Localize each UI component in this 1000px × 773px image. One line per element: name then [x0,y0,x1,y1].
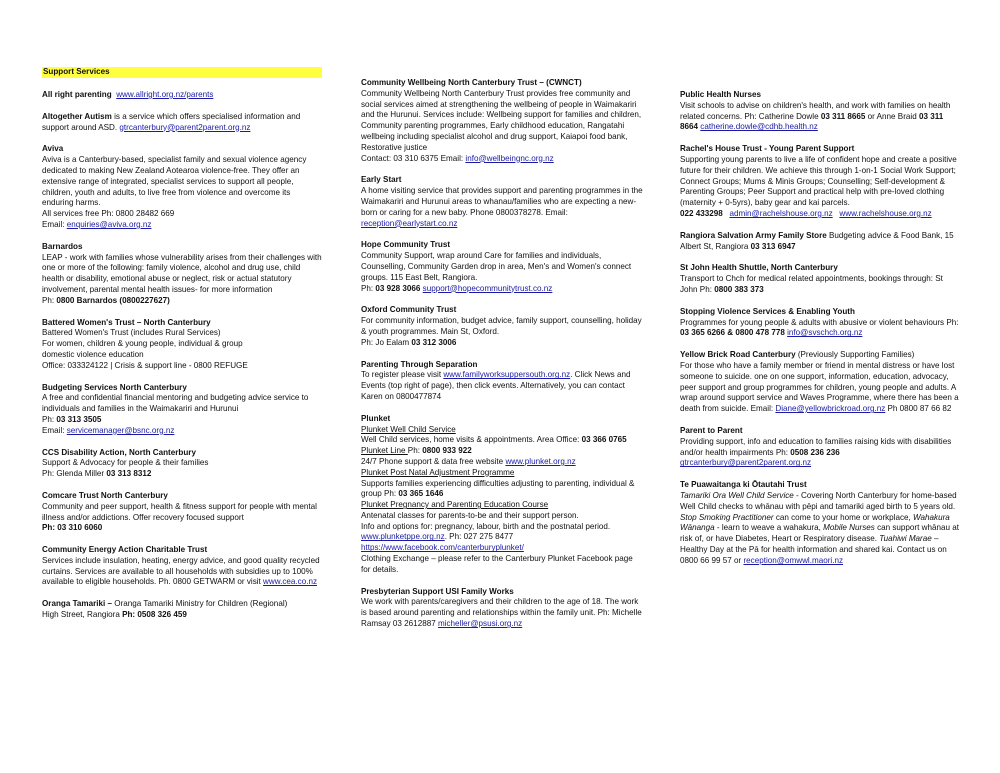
entry-phone: Ph 0800 87 66 82 [885,404,952,414]
phn-email-link[interactable]: catherine.dowle@cdhb.health.nz [700,122,818,132]
entry-title: Comcare Trust North Canterbury [42,490,168,500]
entry-text: Budgeting advice & Food Bank, 15 Albert St, Rangiora [680,230,954,251]
entry-title: Battered Women's Trust – North Canterbury [42,317,211,327]
entry-early-start [361,175,643,229]
entry-text: Oranga Tamariki Ministry for Children (Regional) [114,599,288,609]
service-name: Tuahiwi Marae [879,534,932,544]
entry-phone: 03 313 6947 [750,241,796,251]
entry-phone: 0800 383 373 [714,284,764,294]
phone-label: Ph: [42,295,57,305]
entry-title: Oxford Community Trust [361,305,457,315]
all-right-link[interactable]: www.allright.org.nz/parents [116,90,214,99]
email-label: Email: [42,425,67,435]
entry-phone: 0800 Barnardos (0800227627) [56,295,170,305]
entry-phone: All services free Ph: 0800 28482 669 [42,209,175,219]
entry-title: Te Puawaitanga ki Ōtautahi Trust [680,480,807,490]
entry-text: Supports families experiencing difficulties adjusting to parenting, individual & group Ph: [361,478,635,499]
entry-text: For women, children & young people, individual & group [42,339,243,349]
entry-phone: 03 311 8665 [820,111,866,121]
entry-phone: Ph: 03 310 6060 [42,523,103,533]
entry-phone: 0508 236 236 [790,447,840,457]
entry-phone: 03 365 6266 & 0800 478 778 [680,328,785,338]
entry-text: can support whānau at risk of, or have Diabetes, Heart or Respiratory disease. [680,523,959,544]
entry-oranga-tamariki [42,599,322,621]
service-name: Wahakura Wānanga [680,512,950,533]
entry-text: A home visiting service that provides support and parenting programmes in the Waimakariri and Hurunui areas to whanau/families who are expecting a new-born or caring for a new baby. Phone 0800378278. Email: [361,186,643,217]
subheading: Plunket Well Child Service [361,424,456,434]
entry-title: Stopping Violence Services & Enabling Youth [680,306,855,316]
entry-text: can come to your home or workplace, [773,512,914,522]
subheading: Plunket Pregnancy and Parenting Education Course [361,500,549,510]
entry-title: Community Wellbeing North Canterbury Trust – (CWNCT) [361,78,582,87]
service-name: Tamariki Ora Well Child Service [680,490,794,500]
entry-cwnct [361,78,643,164]
entry-text: For community information, budget advice, family support, counselling, holiday & youth programmes. Main St, Oxford. [361,316,642,336]
entry-title: Yellow Brick Road Canterbury [680,350,796,360]
entry-title: CCS Disability Action, North Canterbury [42,447,196,457]
entry-comcare [42,491,322,534]
entry-plunket [361,414,643,576]
entry-phone: Office: 033324122 | Crisis & support line - 0800 REFUGE [42,360,248,370]
entry-contact: Contact: 03 310 6375 Email: [361,153,466,163]
entry-title: Parent to Parent [680,425,743,435]
entry-phone: 03 313 3505 [56,414,102,424]
entry-phone: 022 433298 [680,208,723,218]
entry-all-right [42,90,322,101]
entry-text: Well Child services, home visits & appointments. Area Office: [361,435,582,445]
tpo-email-link[interactable]: reception@omwwl.maori.nz [743,555,843,565]
entry-title: Early Start [361,175,402,185]
entry-parenting-through-separation [361,360,643,403]
entry-text: Visit schools to advise on children's health, and work with families on health related concerns. Ph: Catherine Dowle [680,100,951,121]
usi-email-link[interactable]: micheller@psusi.org.nz [437,619,523,629]
entry-text: Info and options for: pregnancy, labour, birth and the postnatal period. [361,521,611,531]
entry-phone: 03 311 8664 [680,111,944,132]
entry-phone: . Ph: 027 275 8477 [444,532,514,542]
entry-phone: 03 312 3006 [411,337,457,347]
entry-text: To register please visit [361,370,444,380]
entry-title: Parenting Through Separation [361,359,478,369]
entry-text: . Click News and Events (top right of page), then click events. Alternatively, you can contact Karen on 0800477874 [361,370,631,401]
service-name: Stop Smoking Practitioner [680,512,774,522]
entry-text: is a service which offers specialised information and support around ASD. [42,111,301,132]
entry-title: Plunket [361,413,391,423]
column-2 [361,78,643,641]
entry-title: Altogether Autism [42,111,112,121]
entry-text: Community Support, wrap around Care for families and individuals, Counselling, Community Garden drop in area, Men's and Women's connect groups. 115 East Belt, Rangiora. [361,251,632,282]
entry-title: Community Energy Action Charitable Trust [42,545,208,555]
entry-public-health-nurses [680,90,962,133]
entry-yellow-brick-road [680,350,962,415]
facebook-link[interactable]: https://www.facebook.com/canterburyplunket/ [361,543,524,553]
entry-title: Budgeting Services North Canterbury [42,382,187,392]
entry-community-energy [42,545,322,588]
entry-title: Oranga Tamariki – [42,599,115,609]
column-3 [680,90,962,577]
entry-text: 24/7 Phone support & data free website [361,456,506,466]
subheading: Plunket Line [361,446,408,456]
entry-salvation-army [680,231,962,253]
section-title: Support Services [42,67,322,78]
entry-text: Supporting young parents to live a life of confident hope and create a positive future for their children. We achieve this through 1-on-1 Social Work Support; Connect Groups; Mums & Minis Groups; Counselling; Self-development & Parenting Groups; Peer Support and practical help with pre-loved clothing (maternity + 0-5yrs), baby gear and kai parcels. [680,154,957,208]
entry-text: Battered Women's Trust (includes Rural Services) [42,328,221,338]
entry-text: Community and peer support, health & fitness support for people with mental illness and/or addictions. Offer recovery focused support [42,501,317,522]
entry-stopping-violence [680,307,962,339]
entry-phone: 03 366 0765 [581,435,627,445]
entry-title: Public Health Nurses [680,90,761,99]
service-name: Mobile Nurses [823,523,875,533]
entry-phone: 03 313 8312 [106,469,152,479]
p2p-email-link[interactable]: gtrcanterbury@parent2parent.org.nz [680,458,812,468]
aviva-email-link[interactable]: enquiries@aviva.org.nz [66,219,152,229]
entry-battered-womens-trust [42,318,322,372]
entry-text: Aviva is a Canterbury-based, specialist family and sexual violence agency dedicated to making New Zealand Aotearoa violence-free. They offer an extensive range of integrated, specialist services to support all people, children, youth and adults, to live free from violence and overcome its enduring harms. [42,155,307,208]
phone-label: Ph: [361,283,376,293]
entry-title: Barnardos [42,241,83,251]
entry-text: Providing support, info and education to families raising kids with disabilities and/or health impairments Ph: [680,436,952,457]
entry-budgeting-services [42,383,322,437]
entry-title: Rangiora Salvation Army Family Store [680,230,827,240]
entry-oxford-community [361,305,643,348]
cwnct-email-link[interactable]: info@wellbeingnc.org.nz [465,153,554,163]
plunketppe-link[interactable]: www.plunketppe.org.nz [361,532,445,542]
svs-email-link[interactable]: info@svschch.org.nz [787,328,863,338]
entry-title: Presbyterian Support USI Family Works [361,586,514,596]
entry-text: - learn to weave a wahakura, [714,523,824,533]
column-1 [42,67,322,632]
entry-text: For those who have a family member or friend in mental distress or have lost someone to suicide. one on one support, information, education, advocacy, peer support and group programmes for children, young people and adults. A wrap around support service and Waves Programme, where there has been a death from suicide. Email: [680,360,959,414]
entry-phone: 03 365 1646 [398,489,444,499]
entry-st-john [680,263,962,295]
ybr-email-link[interactable]: Diane@yellowbrickroad.org.nz [775,404,886,414]
entry-text: Community Wellbeing North Canterbury Trust provides free community and social services aimed at strengthening the wellbeing of people in Waimakariri and the Hurunui. Services include: Wellbeing support for families and children, Community parenting programmes, Early childhood education, Rangatahi wellbeing including specialist alcohol and drug support, Kaiapoi food bank, Restorative justice [361,88,642,152]
hope-email-link[interactable]: support@hopecommunitytrust.co.nz [422,283,553,293]
email-label: Email: [42,219,67,229]
cea-link[interactable]: www.cea.co.nz [263,577,318,587]
entry-text: A free and confidential financial mentoring and budgeting advice service to individuals and families in the Waimakariri and Hurunui [42,393,309,414]
entry-text: LEAP - work with families whose vulnerability arises from their challenges with one or more of the following: family violence, alcohol and drug use, child health or disability, emotional abuse or neglect, risk or actual statutory involvement, parental mental health issues- for more information [42,252,322,294]
plunket-link[interactable]: www.plunket.org.nz [505,456,576,466]
entry-text: – Healthy Day at the Pā for health information and shared kai. Contact us on 0800 66 99 57 or [680,534,947,565]
entry-ccs-disability [42,448,322,480]
entry-text: Support & Advocacy for people & their families [42,458,209,468]
entry-title: Hope Community Trust [361,240,451,250]
entry-rachels-house [680,144,962,220]
familyworks-link[interactable]: www.familyworksuppersouth.org.nz [443,370,571,380]
entry-title: Aviva [42,144,64,154]
entry-text: - Covering North Canterbury for home-based Well Child checks to whānau with pēpi and tamariki aged birth to 5 years old. [680,490,957,511]
rachel-web-link[interactable]: www.rachelshouse.org.nz [839,208,932,218]
entry-phone: Ph: 0508 326 459 [122,610,187,620]
entry-text: Services include insulation, heating, energy advice, and good quality recycled curtains. Services are available to all households with subsidies up to 100% available to eligible households. Ph. 0800 GETWARM or visit [42,555,320,587]
entry-text: Programmes for young people & adults with abusive or violent behaviours Ph: [680,317,959,327]
entry-contact: Ph: Jo Ealam [361,337,412,347]
autism-email-link[interactable]: gtrcanterbury@parent2parent.org.nz [119,122,251,132]
phone-label: Ph: [407,446,423,456]
entry-text: We work with parents/caregivers and their children to the age of 18. The work is based around parenting and relationships within the family unit. Ph: Michelle Ramsay 03 2612887 [361,597,642,629]
entry-title: St John Health Shuttle, North Canterbury [680,263,838,273]
entry-altogether-autism [42,112,322,134]
entry-parent-to-parent [680,426,962,469]
entry-phone: 03 928 3066 [375,283,421,293]
phone-label: Ph: [42,414,57,424]
entry-presbyterian-support [361,587,643,630]
entry-contact: Ph: Glenda Miller [42,469,107,479]
entry-title: All right parenting [42,90,112,99]
rachel-email-link[interactable]: admin@rachelshouse.org.nz [729,208,833,218]
entry-te-puawaitanga [680,480,962,566]
entry-text: or Anne Braid [865,111,919,121]
entry-phone: 0800 933 922 [422,446,472,456]
entry-text: Antenatal classes for parents-to-be and their support person. [361,510,579,520]
early-start-email-link[interactable]: reception@earlystart.co.nz [361,218,458,228]
entry-text: Transport to Chch for medical related appointments, bookings through: St John Ph: [680,274,943,294]
entry-address: High Street, Rangiora [42,610,123,620]
budgeting-email-link[interactable]: servicemanager@bsnc.org.nz [66,425,175,435]
subheading: Plunket Post Natal Adjustment Programme [361,467,515,477]
entry-text: Clothing Exchange – please refer to the Canterbury Plunket Facebook page for details. [361,554,633,574]
entry-aviva [42,144,322,230]
entry-title: Rachel's House Trust - Young Parent Support [680,144,855,154]
entry-text: domestic violence education [42,349,144,359]
entry-barnardos [42,242,322,307]
entry-subtitle: (Previously Supporting Families) [795,350,915,360]
entry-hope-community [361,240,643,294]
